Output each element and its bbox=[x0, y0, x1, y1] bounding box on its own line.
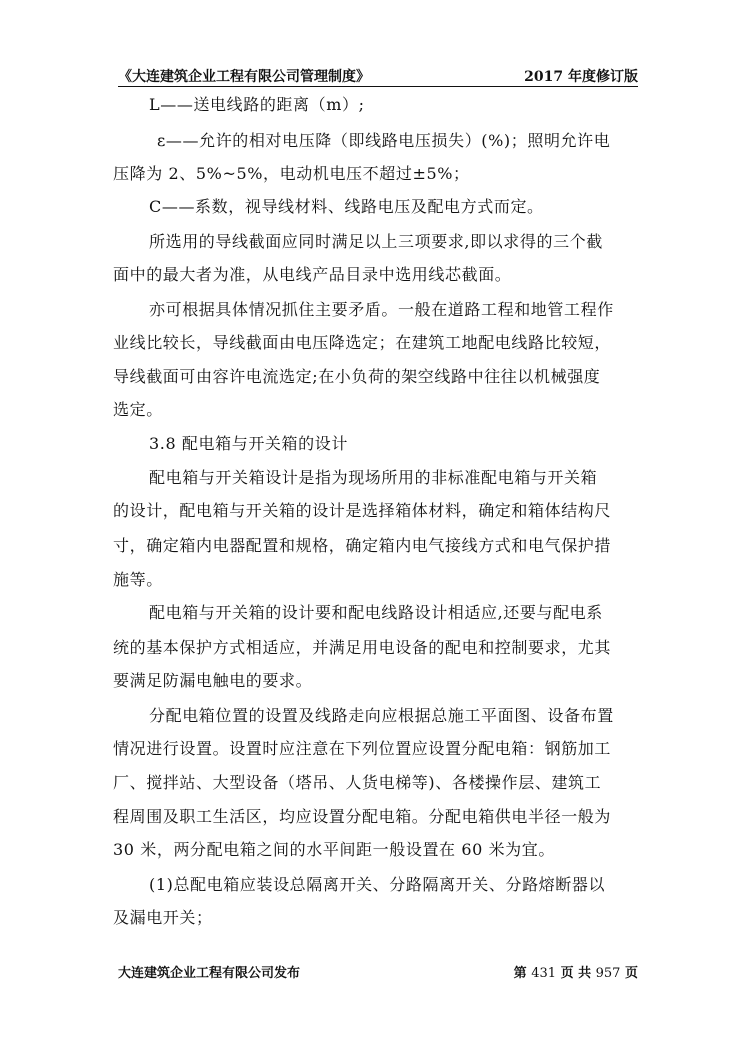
page-prefix: 第 bbox=[513, 966, 527, 981]
body-line: (1)总配电箱应装设总隔离开关、分路隔离开关、分路熔断器以 bbox=[149, 875, 606, 894]
body-line: L——送电线路的距离（m）; bbox=[149, 95, 365, 114]
page-total: 957 bbox=[595, 966, 621, 981]
header-title: 《大连建筑企业工程有限公司管理制度》 bbox=[118, 69, 370, 85]
page-current: 431 bbox=[531, 966, 557, 981]
page-mid: 页 共 bbox=[560, 966, 592, 981]
page-header bbox=[118, 64, 638, 87]
body-line: 要满足防漏电触电的要求。 bbox=[113, 671, 313, 690]
body-line: 厂、搅拌站、大型设备（塔吊、人货电梯等)、各楼操作层、建筑工 bbox=[113, 773, 602, 792]
page-footer bbox=[118, 962, 638, 982]
body-line: 导线截面可由容许电流选定;在小负荷的架空线路中往往以机械强度 bbox=[113, 367, 601, 386]
body-line: 配电箱与开关箱设计是指为现场所用的非标准配电箱与开关箱 bbox=[149, 468, 598, 487]
body-line: 寸，确定箱内电器配置和规格，确定箱内电气接线方式和电气保护措 bbox=[113, 536, 612, 555]
body-line: 施等。 bbox=[113, 570, 163, 589]
body-line: 配电箱与开关箱的设计要和配电线路设计相适应,还要与配电系 bbox=[149, 603, 603, 622]
body-line: 选定。 bbox=[113, 400, 163, 419]
footer-publisher: 大连建筑企业工程有限公司发布 bbox=[118, 966, 301, 981]
body-line: 30 米，两分配电箱之间的水平间距一般设置在 60 米为宜。 bbox=[113, 840, 555, 859]
body-line: 及漏电开关； bbox=[113, 908, 213, 927]
page-counter bbox=[514, 962, 638, 981]
body-line: ε——允许的相对电压降（即线路电压损失）(%)；照明允许电 bbox=[157, 131, 611, 150]
section-heading: 3.8 配电箱与开关箱的设计 bbox=[149, 434, 348, 453]
body-line: 压降为 2、5%~5%，电动机电压不超过±5%； bbox=[113, 164, 470, 183]
body-line: 业线比较长，导线截面由电压降选定；在建筑工地配电线路比较短， bbox=[113, 333, 612, 352]
body-line: 情况进行设置。设置时应注意在下列位置应设置分配电箱：钢筋加工 bbox=[113, 739, 612, 758]
body-line: 统的基本保护方式相适应，并满足用电设备的配电和控制要求，尤其 bbox=[113, 638, 612, 657]
body-line: 亦可根据具体情况抓住主要矛盾。一般在道路工程和地管工程作 bbox=[149, 300, 614, 319]
body-line: 的设计，配电箱与开关箱的设计是选择箱体材料，确定和箱体结构尺 bbox=[113, 501, 612, 520]
body-line: C——系数，视导线材料、线路电压及配电方式而定。 bbox=[149, 197, 544, 216]
body-line: 所选用的导线截面应同时满足以上三项要求,即以求得的三个截 bbox=[149, 232, 603, 251]
body-line: 分配电箱位置的设置及线路走向应根据总施工平面图、设备布置 bbox=[149, 706, 614, 725]
header-version: 2017 年度修订版 bbox=[524, 69, 638, 85]
body-line: 面中的最大者为准，从电线产品目录中选用线芯截面。 bbox=[113, 265, 512, 284]
body-line: 程周围及职工生活区，均应设置分配电箱。分配电箱供电半径一般为 bbox=[113, 807, 612, 826]
page-suffix: 页 bbox=[624, 966, 638, 981]
